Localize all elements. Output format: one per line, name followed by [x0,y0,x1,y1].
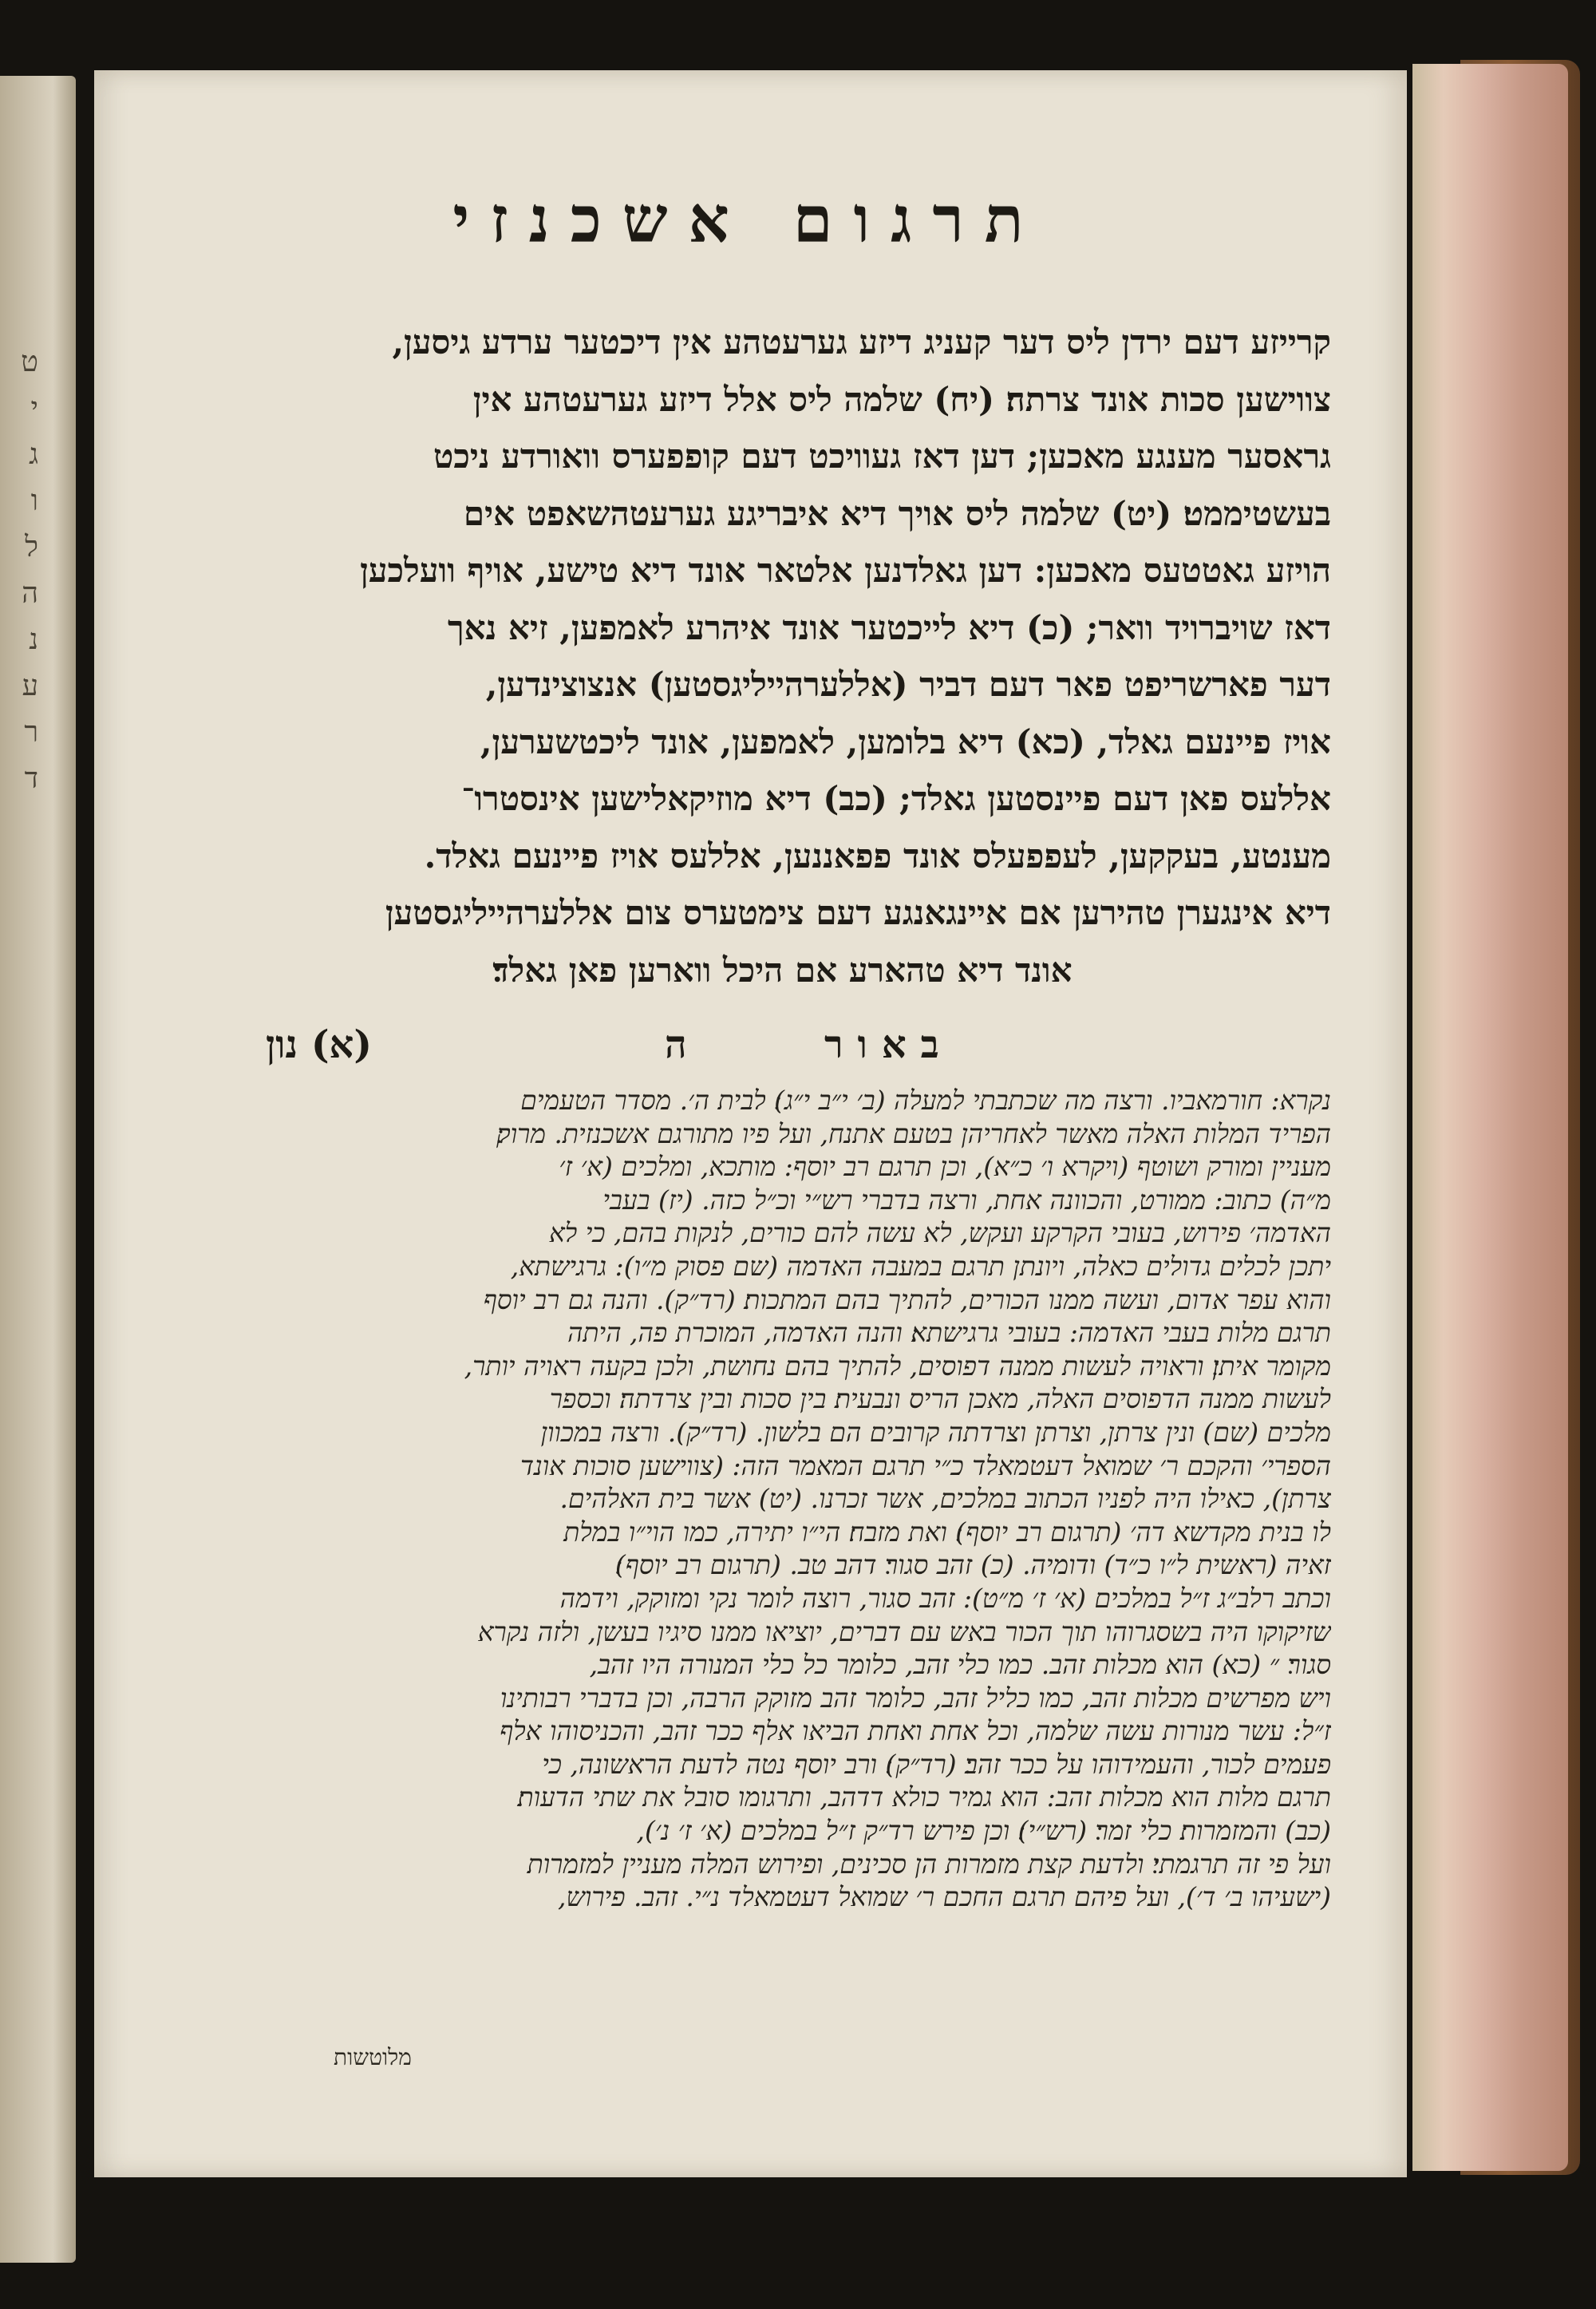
commentary-line: מ״ה) כתוב: ממורט, והכוונה אחת, ורצה בדברי רש״י וכ״ל כזה. (יז) בעבי [602,1184,1331,1216]
commentary-line: נקרא: חורמאביו. ורצה מה שכתבתי למעלה (ב׳ י״ב י״ג)׃ לבית ה׳. מסדר הטעמים [520,1085,1331,1116]
commentary-label: באור [824,1022,954,1067]
left-page-edge [0,76,76,2263]
translation-text [234,314,1331,998]
text-line: מענטע, בעקקען, לעפפעלס אונד פפאננען, אללעס אויז פיינעם גאלד. [424,836,1331,876]
text-line: בעשטיממט׃ (יט) שלמה ליס אויך דיא איבריגע גערעטהשאפט אים [463,493,1331,533]
commentary-line: זאיה (ראשית ל״ו כ״ד) ודומיה. (כ) זהב סגור׃ דהב טב. (תרגום רב יוסף)׃ [614,1549,1331,1581]
text-line: אויז פיינעם גאלד, (כא) דיא בלומען, לאמפען, אונד ליכטשערען, [480,722,1331,761]
text-line: צווישען סכות אונד צרתה׃ (יח) שלמה ליס אלל דיזע גערעטהע אין [472,379,1331,419]
left-glyph: ה [22,577,38,610]
commentary-line: הספרי׳ והקכם ר׳ שמואל דעטמאלד כ״י תרגם המאמר הזה: (צווישען סוכות אונד [519,1449,1331,1481]
text-line: דיא אינגערן טהירען אם איינגאנגע דעם צימטערס צום אללערהייליגסטען [385,893,1331,932]
commentary-line: יתכן לכלים גדולים כאלה, ויונתן תרגם במעבה האדמה (שם פסוק מ״ו): גרגישתא, [510,1250,1331,1282]
commentary-line: מעניין ומורק ושוטף (ויקרא ו׳ כ״א), וכן תרגם רב יוסף: מותכא, ומלכים (א׳ ז׳ [559,1151,1331,1183]
text-line: גראסער מענגע מאכען; דען דאז געוויכט דעם קופפערס וואורדע ניכט [433,437,1331,476]
commentary-line: ויש מפרשים מכלות זהב, כמו כליל זהב, כלומר זהב מזוקק הרבה, וכן בדברי רבותינו [500,1682,1331,1714]
commentary-line: (כב) והמזמרות׃ כלי זמר׃ (רש״י)׃ וכן פירש רד״ק ז״ל במלכים (א׳ ז׳ נ׳), [636,1815,1331,1847]
commentary-line: מקומר איתן׃ וראויה לעשות ממנה דפוסים, להתיך בהם נחושת, ולכן בקעה ראויה יותר, [464,1350,1331,1382]
text-line: אללעס פאן דעם פיינסטען גאלד; (כב) דיא מוזיקאלישען אינסטרו־ [461,779,1331,818]
text-line: הויזע גאטטעס מאכען: דען גאלדנען אלטאר אונד דיא טישע, אויף וועלכען [360,551,1331,590]
commentary-line: ועל פי זה תרגמתי׃ ולדעת קצת מזמרות הן סכינים, ופירוש המלה מעניין למזמרות [527,1848,1331,1880]
commentary-line: שזיקוקו היה בשסגרוהו תוך הכור באש עם דברים, יוציאו ממנו סיגיו בעשן, ולזה נקרא [477,1615,1331,1647]
commentary-line: סגור׃ ״ (כא) הוא מכלות זהב. כמו כלי זהב, כלומר כל כלי המנורה היו זהב, [589,1649,1331,1681]
text-line: דער פארשריפט פאר דעם דביר (אללערהייליגסטען) אנצוצינדען, [485,665,1331,704]
left-glyph: ג [29,438,38,471]
left-page-text-fragments [6,339,38,802]
commentary-line: מלכים (שם) ונין צרתן, וצרתן וצרדתה קרובים הם בלשון. (רד״ק). ורצה במכוון [540,1416,1331,1448]
commentary-line: וכתב רלב״ג ז״ל במלכים (א׳ ז׳ מ״ט): זהב סגור, רוצה לומר נקי ומזוקק, וידמה [559,1582,1331,1614]
catchword: מלוטשות [334,2044,412,2070]
commentary-line: האדמה׳ פירוש, בעובי הקרקע ועקש, לא עשה להם כורים, לנקות בהם, כי לא [548,1217,1331,1249]
commentary-line: לו בנית מקדשא דה׳ (תרגום רב יוסף)׃ ואת מזבח׃ הי״ו יתירה, כמו הוי״ו במלת [563,1516,1331,1548]
left-glyph: ו [30,484,38,517]
left-glyph: ט [21,346,38,378]
commentary-text [238,1084,1331,1914]
left-glyph: ע [22,670,38,702]
left-glyph: ר [24,716,38,749]
commentary-header [234,1022,1331,1070]
page-title: תרגום אשכנזי [452,182,1045,257]
verse-marker: (א) נון [266,1022,373,1067]
text-line-last: אונד דיא טהארע אם היכל ווארען פאן גאלד׃ [492,950,1073,990]
left-glyph: י [30,392,38,425]
commentary-line: הפריד המלות האלה מאשר לאחריהן בטעם אתנח, ועל פיו מתורגם אשכנזית. מרוק׃ [496,1117,1331,1149]
chapter-marker: ה [665,1022,687,1067]
commentary-line: (ישעיהו ב׳ ד׳), ועל פיהם תרגם החכם ר׳ שמואל דעטמאלד נ״י. זהב. פירוש, [558,1881,1331,1913]
left-glyph: ל [25,531,38,563]
commentary-line: צרתן), כאילו היה לפניו הכתוב במלכים, אשר זכרנו. (יט) אשר בית האלהים. [559,1483,1331,1515]
text-line: דאז שויברויד וואר; (כ) דיא לייכטער אונד איהרע לאמפען, זיא נאך [448,607,1331,647]
page-block-edge [1412,64,1568,2171]
left-glyph: ד [24,762,38,795]
commentary-line: והוא עפר אדום, ועשה ממנו הכורים, להתיך בהם המתכות׃ (רד״ק). והנה גם רב יוסף [483,1283,1331,1315]
commentary-line: פעמים לכור, והעמידוהו על ככר זהב׃ (רד״ק)׃ ורב יוסף נטה לדעת הראשונה, כי [542,1748,1331,1780]
commentary-line: לעשות ממנה הדפוסים האלה, מאכן הריס ונבעית׃ בין סכות ובין צרדתה׃ וכספר [549,1383,1331,1415]
text-line: קרייזע דעם ירדן ליס דער קעניג דיזע גערעטהע אין דיכטער ערדע גיסען, [392,322,1331,362]
book-page [94,70,1407,2177]
commentary-line: תרגם מלות הוא מכלות זהב: הוא גמיר כולא דדהב, ותרגומו סובל את שתי הדעות׃ [517,1781,1331,1813]
commentary-line: ז״ל: עשר מנורות עשה שלמה, וכל אחת ואחת הביאו אלף ככר זהב, והכניסוהו אלף [500,1715,1331,1747]
left-glyph: נ [29,623,38,656]
commentary-line: תרגם מלות בעבי האדמה: בעובי גרגישתא׃ והנה האדמה, המוכרת פה, היתה [567,1317,1331,1349]
